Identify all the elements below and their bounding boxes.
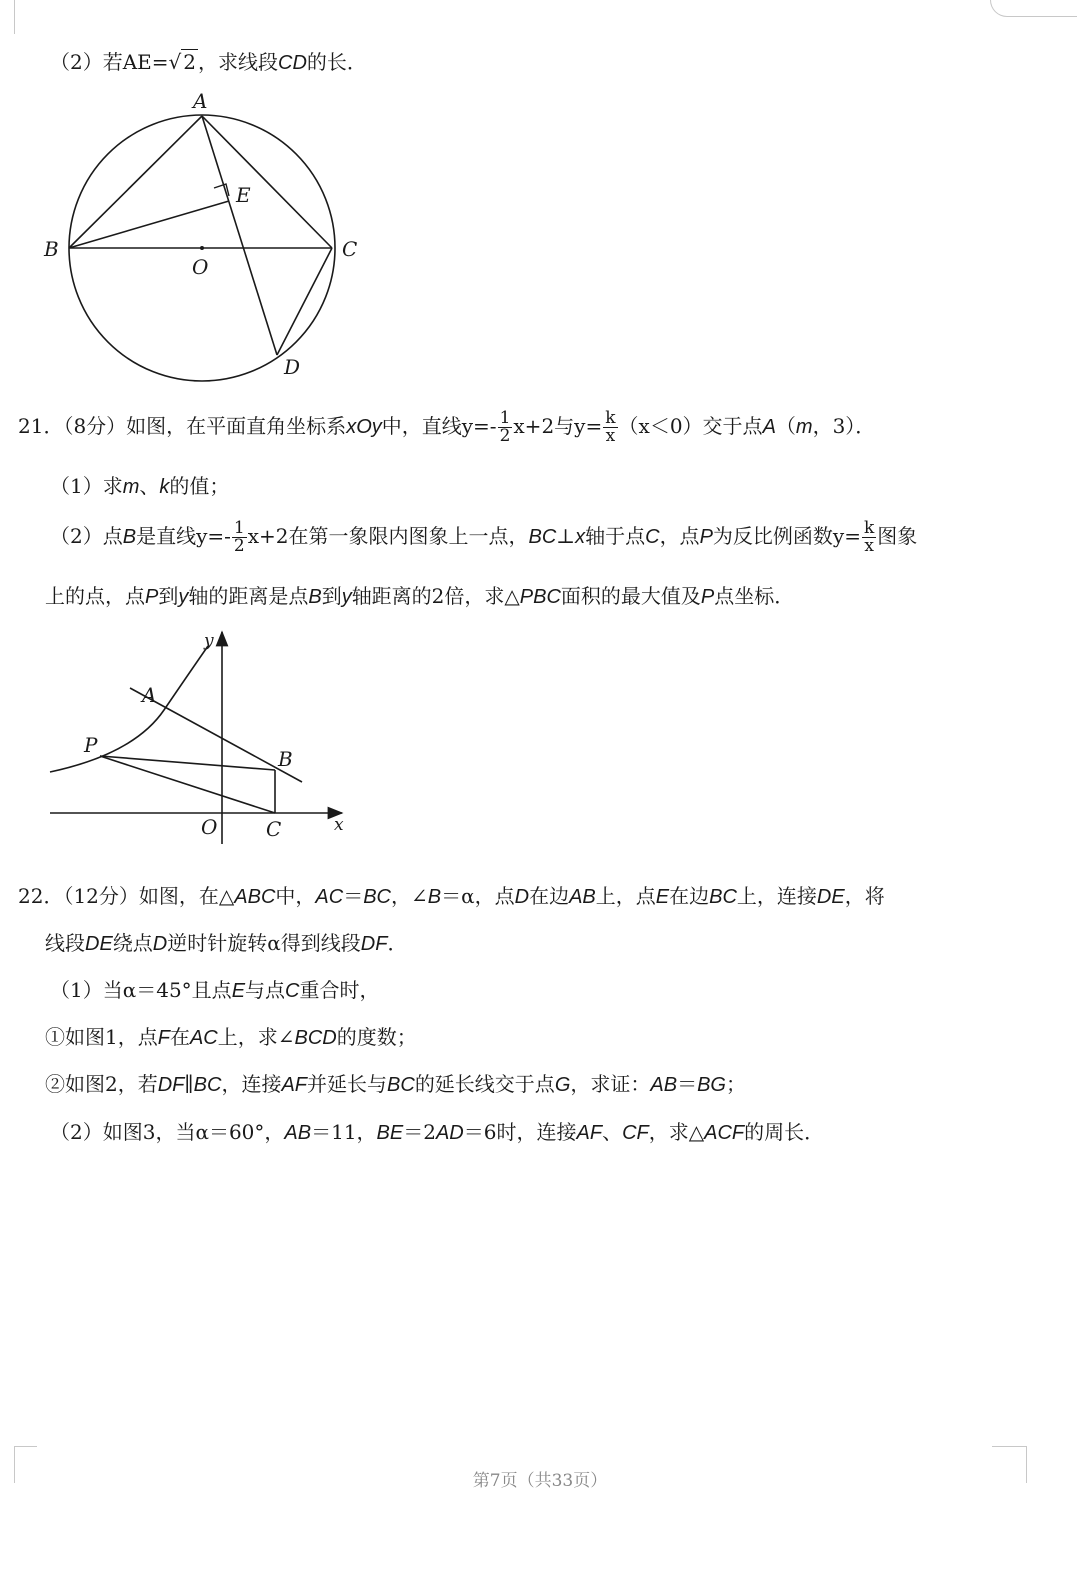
q22-stem-line2: 线段DE绕点D逆时针旋转α得到线段DF．	[45, 931, 408, 955]
q22-part1: （1）当α＝45°且点E与点C重合时，	[50, 978, 380, 1002]
label-x: x	[334, 815, 344, 835]
q20-part2-text: （2）若AE=√ 2 ，求线段CD的长．	[50, 50, 367, 74]
label-p: P	[84, 733, 98, 757]
q21-coordinate-figure	[44, 626, 364, 846]
label-y: y	[204, 631, 214, 651]
q21-part2-line1: （2）点B是直线y=- $\frac{1}{2}$ x+2在第一象限内图象上一点，BC⊥x轴于点C，点P为反比例函数y= $\frac{k}{x}$ 图象	[50, 518, 918, 556]
corner-mark-top-right	[990, 0, 1077, 17]
q21-part2-line2: 上的点，点P到y轴的距离是点B到y轴距离的2倍，求△PBC面积的最大值及P点坐标．	[45, 584, 795, 608]
segment-ac	[202, 116, 332, 248]
segment-ad	[202, 116, 277, 355]
q21-part1: （1）求m、k的值；	[50, 474, 230, 498]
label-d: D	[284, 355, 301, 379]
label-o: O	[192, 255, 209, 279]
corner-mark-top-left	[14, 0, 37, 34]
label-b: B	[278, 747, 293, 771]
q21-stem: 21．（8分）如图，在平面直角坐标系xOy中，直线y=- $\frac{1}{2}$ x+2与y= $\frac{k}{x}$ （x＜0）交于点A（m，3）．	[18, 408, 876, 446]
label-c: C	[342, 237, 358, 261]
segment-pc	[100, 756, 275, 813]
segment-pb	[100, 756, 275, 770]
label-a: A	[142, 683, 157, 707]
label-a: A	[193, 89, 208, 113]
q22-sub1: ①如图1，点F在AC上，求∠BCD的度数；	[45, 1025, 417, 1049]
q20-circle-figure	[40, 88, 370, 383]
label-o: O	[201, 815, 218, 839]
label-c: C	[266, 817, 282, 841]
page-footer: 第7页（共33页）	[472, 1471, 608, 1491]
label-e: E	[236, 183, 251, 207]
center-point	[200, 246, 204, 250]
q22-stem-line1: 22．（12分）如图，在△ABC中，AC＝BC，∠B＝α，点D在边AB上，点E在边BC上，连接DE，将	[18, 884, 885, 908]
q22-sub2: ②如图2，若DF∥BC，连接AF并延长与BC的延长线交于点G，求证：AB＝BG；	[45, 1072, 746, 1096]
label-b: B	[44, 237, 59, 261]
q22-part2: （2）如图3，当α＝60°，AB＝11，BE＝2AD＝6时，连接AF、CF，求△ACF的周长．	[50, 1120, 825, 1144]
hyperbola-curve	[50, 646, 208, 772]
